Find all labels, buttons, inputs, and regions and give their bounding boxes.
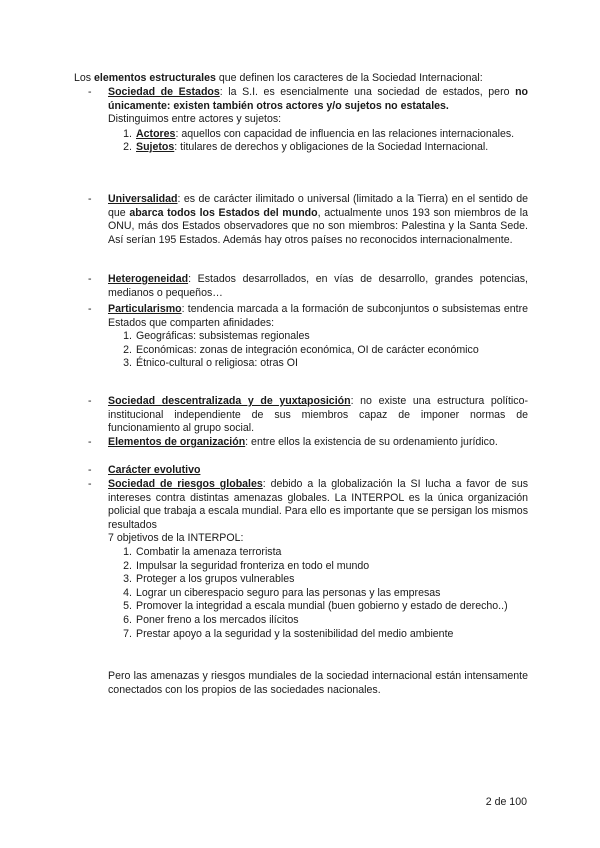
bullet-dash: - [88,86,92,98]
list-item: 4. Lograr un ciberespacio seguro para las personas y las empresas [123,586,441,599]
list-item: 1. Combatir la amenaza terrorista [123,545,282,558]
closing-paragraph: Pero las amenazas y riesgos mundiales de la sociedad internacional están intensamente conectados con los propios de las sociedades nacionales. [108,670,528,696]
item-subtext: 7 objetivos de la INTERPOL: [108,532,244,545]
list-item: 6. Poner freno a los mercados ilícitos [123,613,299,626]
item-label: Sociedad de riesgos globales [108,478,263,490]
item-label: Heterogeneidad [108,273,189,285]
bullet-dash: - [88,395,92,407]
item-organizacion: - Elementos de organización: entre ellos la existencia de su ordenamiento jurídico. [88,436,498,448]
affinities-list [118,330,528,371]
item-text: : la S.I. es esencialmente una sociedad de estados, pero [219,86,516,98]
item-sociedad-estados [88,86,528,155]
list-item: 3. Étnico-cultural o religiosa: otras OI [123,357,298,370]
list-item: 5. Promover la integridad a escala mundial (buen gobierno y estado de derecho..) [123,600,508,613]
bullet-dash: - [88,464,92,476]
item-universalidad: - Universalidad: es de carácter ilimitado o universal (limitado a la Tierra) en el sentido de que abarca todos los Estados del mundo, actualmente unos 193 son miembros de la ONU, más dos Estados observadores que no son miembros: Palestina y la Santa Sede. Así serían 195 Estados. Además hay otros países no reconocidos internacionalmente. [88,193,528,246]
item-evolutivo [88,464,528,478]
list-item: 2. Económicas: zonas de integración económica, OI de carácter económico [123,343,479,356]
intro-text-2: que definen los caracteres de la Sociedad Internacional: [215,72,483,84]
bullet-dash: - [88,436,92,448]
list-item: 1. Actores: aquellos con capacidad de influencia en las relaciones internacionales. [123,127,515,140]
intro-bold: elementos estructurales [94,72,216,84]
actors-list [118,128,528,155]
list-item: 2. Sujetos: titulares de derechos y obligaciones de la Sociedad Internacional. [123,141,489,154]
list-item: 2. Impulsar la seguridad fronteriza en todo el mundo [123,559,370,572]
list-item: 3. Proteger a los grupos vulnerables [123,573,295,586]
item-label: Particularismo [108,303,182,315]
bullet-dash: - [88,273,92,285]
item-label: Sociedad de Estados [108,86,220,98]
item-descentralizada: - Sociedad descentralizada y de yuxtaposición: no existe una estructura político-institucional independiente de sus miembros capaz de imponer normas de funcionamiento al grupo social. [88,395,529,435]
bullet-dash: - [88,193,92,205]
item-label: Carácter evolutivo [108,464,201,476]
item-bold-text: no únicamente: existen también otros actores y/o sujetos no estatales. [108,86,529,112]
list-item: 1. Geográficas: subsistemas regionales [123,330,310,343]
item-riesgos: - Sociedad de riesgos globales: debido a la globalización la SI lucha a favor de sus intereses contra distintas amenazas globales. La INTERPOL es la única organización policial que trabaja a escala mundial. Para ello es importante que se persigan los mismos resultados 7 objetivos de la INTERPOL: 1. Combatir la amenaza terrorista 2. Impulsar la seguridad fronteriza en todo el mundo 3. Proteger a los grupos vulnerables 4. Lograr un ciberespacio seguro para las personas y las empresas 5. Promover la integridad a escala mundial (buen gobierno y estado de derecho..) 6. Poner freno a los mercados ilícitos 7. Prestar apoyo a la seguridad y la sostenibilidad del medio ambiente [88,478,529,640]
item-heterogeneidad: - Heterogeneidad: Estados desarrollados, en vías de desarrollo, grandes potencias, medianos o pequeños… [88,273,528,299]
bullet-dash: - [88,303,92,315]
item-particularismo: - Particularismo: tendencia marcada a la formación de subconjuntos o subsistemas entre Estados que comparten afinidades: 1. Geográficas: subsistemas regionales 2. Económicas: zonas de integración económica, OI de carácter económico 3. Étnico-cultural o religiosa: otras OI [88,303,528,370]
item-subtext: Distinguimos entre actores y sujetos: [108,113,282,126]
item-label: Sociedad descentralizada y de yuxtaposición [108,395,351,407]
bullet-dash: - [88,478,92,490]
item-label: Elementos de organización [108,436,246,448]
intro-text-1: Los [74,72,95,84]
intro-line [74,72,534,86]
page-number: 2 de 100 [485,796,527,808]
item-label: Universalidad [108,193,178,205]
list-item: 7. Prestar apoyo a la seguridad y la sostenibilidad del medio ambiente [123,627,454,640]
interpol-objectives-list [118,546,528,641]
